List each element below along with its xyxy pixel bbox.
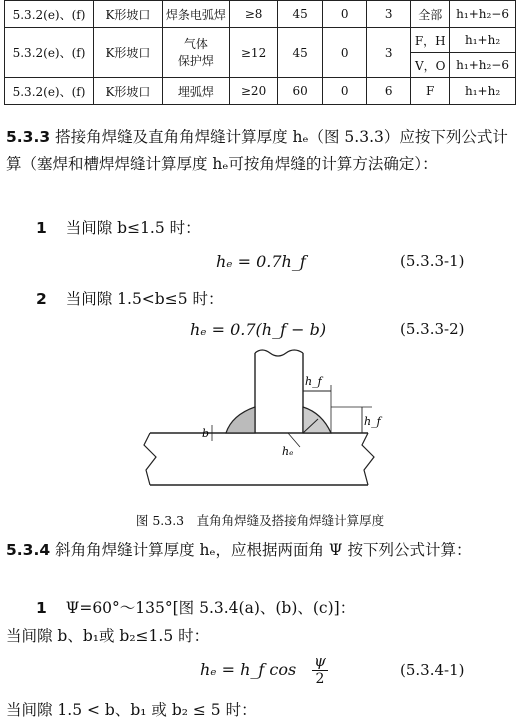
table-row: [5, 78, 516, 105]
table-cell-angle: 45: [278, 28, 323, 78]
figure-caption: 图 5.3.3 直角角焊缝及搭接角焊缝计算厚度: [135, 513, 385, 528]
table-cell-gap: 0: [323, 78, 367, 105]
item-number: 1: [36, 219, 47, 237]
weld-spec-table: [4, 0, 516, 105]
label-b: b: [202, 427, 210, 440]
table-cell-groove: K形坡口: [94, 1, 163, 28]
item-text: 当间隙 1.5<b≤5 时：: [65, 290, 224, 308]
table-cell-depth: h₁+h₂: [450, 78, 516, 105]
table-cell-groove: K形坡口: [94, 28, 163, 78]
table-row: [5, 28, 516, 53]
equation-5-3-3-1: hₑ = 0.7h_f: [216, 252, 306, 271]
section-5-3-3-paragraph: [6, 124, 514, 178]
section-number: 5.3.3: [6, 128, 51, 146]
item-text: Ψ=60°～135°[图 5.3.4(a)、(b)、(c)]：: [65, 599, 356, 617]
table-row: [5, 1, 516, 28]
item-number: 2: [36, 290, 47, 308]
equation-number: (5.3.4-1): [400, 661, 465, 679]
table-cell-thickness: ≥8: [229, 1, 277, 28]
table-cell-depth: h₁+h₂−6: [450, 53, 516, 78]
table-cell-method: 焊条电弧焊: [162, 1, 229, 28]
table-cell-groove: K形坡口: [94, 78, 163, 105]
table-cell-position: 全部: [411, 1, 450, 28]
equation-5-3-3-2: hₑ = 0.7(h_f − b): [190, 320, 327, 339]
table-cell-method: 气体 保护焊: [162, 28, 229, 78]
section-text: 搭接角焊缝及直角角焊缝计算厚度 hₑ（图 5.3.3）应按下列公式计算（塞焊和槽焊焊缝计算厚度 hₑ可按角焊缝的计算方法确定）：: [6, 128, 508, 173]
condition-2: 当间隙 1.5 < b、b₁ 或 b₂ ≤ 5 时：: [6, 701, 257, 719]
table-cell-method: 埋弧焊: [162, 78, 229, 105]
fraction-numerator: ψ: [312, 652, 328, 671]
table-cell-thickness: ≥20: [229, 78, 277, 105]
item-text: 当间隙 b≤1.5 时：: [65, 219, 201, 237]
label-hf-vertical: h_f: [364, 415, 381, 428]
table-cell-position: F，H: [411, 28, 450, 53]
table-cell-angle: 45: [278, 1, 323, 28]
fillet-weld-figure: [0, 345, 520, 495]
condition-1: 当间隙 b、b₁或 b₂≤1.5 时：: [6, 627, 210, 645]
item-1: [36, 596, 355, 618]
table-cell-thickness: ≥12: [229, 28, 277, 78]
table-cell-clause: 5.3.2(e)、(f): [5, 28, 94, 78]
equation-lhs: hₑ = h_f cos: [200, 660, 297, 679]
table-cell-blunt: 3: [367, 28, 411, 78]
item-1: [36, 216, 201, 238]
table-cell-blunt: 6: [367, 78, 411, 105]
section-text: 斜角角焊缝计算厚度 hₑ，应根据两面角 Ψ 按下列公式计算：: [55, 541, 472, 559]
table-cell-position: V，O: [411, 53, 450, 78]
item-number: 1: [36, 599, 47, 617]
table-cell-position: F: [411, 78, 450, 105]
section-number: 5.3.4: [6, 541, 51, 559]
table-cell-depth: h₁+h₂−6: [450, 1, 516, 28]
section-5-3-4-paragraph: [6, 537, 514, 564]
equation-number: (5.3.3-2): [400, 320, 465, 338]
fraction-denominator: 2: [315, 671, 325, 687]
table-cell-clause: 5.3.2(e)、(f): [5, 1, 94, 28]
equation-number: (5.3.3-1): [400, 252, 465, 270]
label-hf: h_f: [305, 375, 322, 388]
item-2: [36, 287, 224, 309]
table-cell-clause: 5.3.2(e)、(f): [5, 78, 94, 105]
table-cell-gap: 0: [323, 1, 367, 28]
label-he: hₑ: [282, 445, 294, 458]
table-cell-angle: 60: [278, 78, 323, 105]
table-cell-blunt: 3: [367, 1, 411, 28]
table-cell-gap: 0: [323, 28, 367, 78]
table-cell-depth: h₁+h₂: [450, 28, 516, 53]
